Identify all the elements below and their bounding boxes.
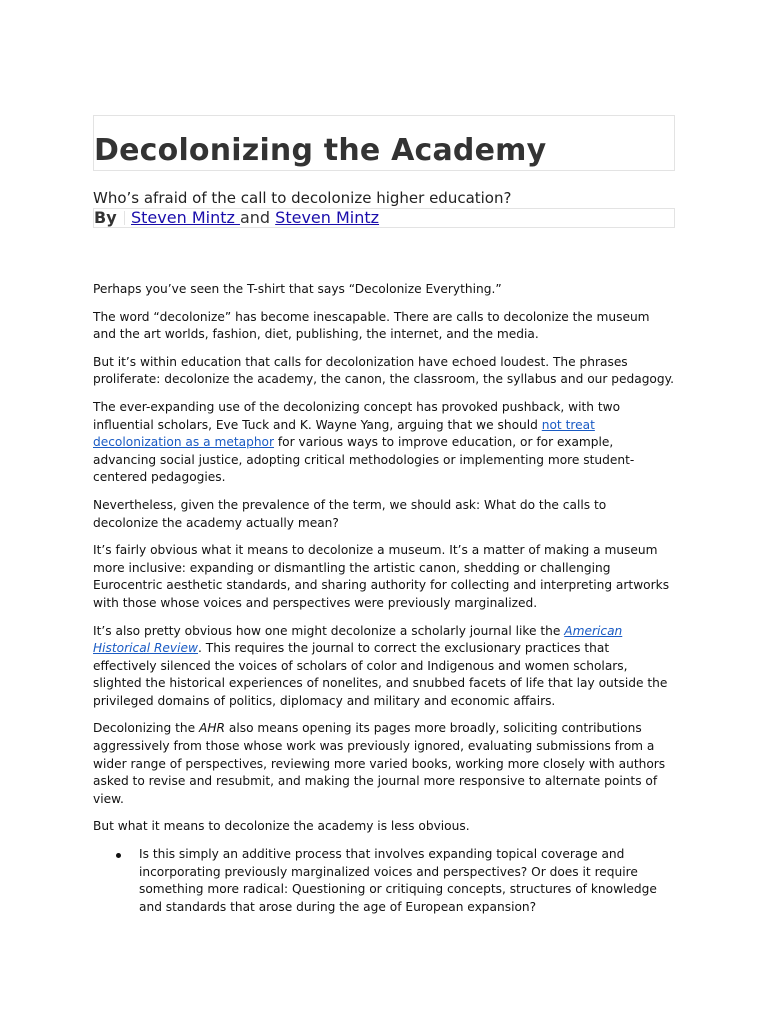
byline-label: By (94, 208, 117, 227)
paragraph-8 (93, 720, 675, 808)
metaphor-link[interactable]: not treat decolonization as a metaphor (93, 417, 595, 450)
byline-authors (131, 209, 379, 227)
ahr-link[interactable]: American Historical Review (93, 623, 623, 656)
paragraph-7 (93, 623, 675, 711)
list-item: Is this simply an additive process that involves expanding topical coverage and incorporating previously marginalized voices and perspectives? Or does it require something more radical: Questioning or critiquing concepts, structures of knowledge and standards that arose during the age of European expansion? (139, 846, 675, 916)
paragraph-6: It’s fairly obvious what it means to decolonize a museum. It’s a matter of making a museum more inclusive: expanding or dismantling the artistic canon, shedding or challenging Eurocentric aesthetic standards, and sharing authority for collecting and interpreting artworks with those whose voices and perspectives were previously marginalized. (93, 543, 670, 610)
paragraph-8-text: Decolonizing the (93, 721, 199, 736)
paragraph-4 (93, 399, 675, 487)
paragraph-1: Perhaps you’ve seen the T-shirt that says “Decolonize Everything.” (93, 282, 502, 296)
article-body (93, 281, 675, 916)
paragraph-3: But it’s within education that calls for decolonization have echoed loudest. The phrases proliferate: decolonize the academy, the canon, the classroom, the syllabus and our pedagogy. (93, 354, 674, 387)
paragraph-8-text-end: also means opening its pages more broadly, soliciting contributions aggressively from those whose work was previously ignored, evaluating submissions from a wider range of perspectives, reviewing more varied books, working more closely with authors asked to revise and resubmit, and making the journal more responsive to alternate points of view. (93, 721, 666, 806)
paragraph-7-text: It’s also pretty obvious how one might decolonize a scholarly journal like the (93, 623, 565, 638)
byline (93, 208, 675, 228)
author-link-2[interactable]: Steven Mintz (275, 208, 380, 227)
title-box (93, 115, 675, 171)
paragraph-2: The word “decolonize” has become inescapable. There are calls to decolonize the museum and the art worlds, fashion, diet, publishing, the internet, and the media. (93, 309, 650, 342)
paragraph-7-text-end: . This requires the journal to correct the exclusionary practices that effectively silenced the voices of scholars of color and Indigenous and women scholars, slighted the historical experiences of nonelites, and snubbed facets of life that lay outside the privileged domains of politics, diplomacy and military and economic affairs. (93, 641, 668, 708)
page-title: Decolonizing the Academy (94, 133, 547, 168)
paragraph-9: But what it means to decolonize the academy is less obvious. (93, 819, 470, 834)
paragraph-5: Nevertheless, given the prevalence of the term, we should ask: What do the calls to decolonize the academy actually mean? (93, 497, 607, 530)
ahr-emphasis: AHR (199, 721, 225, 736)
byline-connector: and (239, 208, 271, 227)
article-subtitle: Who’s afraid of the call to decolonize higher education? (93, 189, 512, 207)
paragraph-4-text-end: for various ways to improve education, or for example, advancing social justice, adopting critical methodologies or implementing more student-centered pedagogies. (93, 435, 635, 485)
paragraph-4-text: The ever-expanding use of the decolonizing concept has provoked pushback, with two influential scholars, Eve Tuck and K. Wayne Yang, arguing that we should (93, 399, 621, 432)
bullet-list (93, 846, 675, 916)
byline-divider (124, 211, 125, 225)
author-link[interactable]: Steven Mintz (131, 208, 240, 227)
